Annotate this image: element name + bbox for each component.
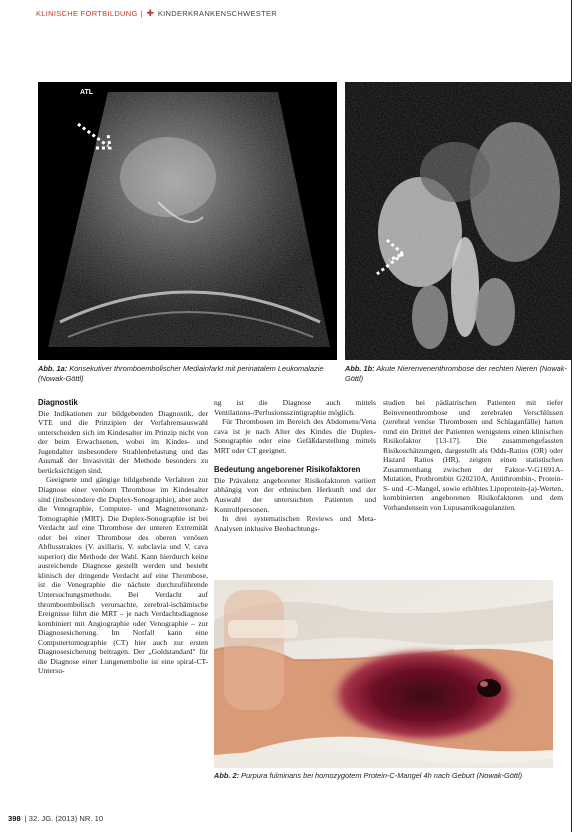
figure-1a-ultrasound [38, 82, 337, 360]
paragraph: In drei systematischen Reviews und Meta-Analysen inklusive Beobachtungs- [214, 514, 376, 533]
figure-2-photo [214, 580, 553, 768]
ultrasound-image [38, 82, 337, 360]
paragraph: Geeignete und gängige bildgebende Verfahren zur Diagnose einer venösen Thrombose im Kindesalter sind (insbesondere die Duplex-Sonographie), aber auch die Venographie, Computer- und Magnetresonanz-Tomographie (MRT). Die Duplex-Sonographie ist bei Verdacht auf eine Thrombose der unteren Extremität oder bei einer Thrombose des oberen venösen Abflusstraktes (V. axillaris, V. subclavia und V. cava superior) die Methode der Wahl. Kann hierdurch keine ausreichende Diagnose gestellt werden und besteht klinisch der dringende Verdacht auf eine Thrombose, ist die Venographie die nächste durchzuführende Untersuchungsmethode. Bei Verdacht auf thromboembolisch verursachte, zerebral-ischämische Ereignisse führt die MRT – je nach Verdachtsdiagnose kombiniert mit Angiographie oder Venographie – zur Diagnosesicherung. Im Notfall kann eine Computertomographie (CT) hier auch zur ersten Diagnosesicherung beitragen. Der „Goldstandard" für die Diagnose einer Lungenembolie ist eine spiral-CT-Untersu- [38, 475, 208, 676]
paragraph: Für Thrombosen im Bereich des Abdomens/Vena cava ist je nach Alter des Kindes die Duplex-Sonographie oder eine Gefäßdarstellung mittels MRT oder CT geeignet. [214, 417, 376, 455]
paragraph: Die Indikationen zur bildgebenden Diagnostik, der VTE und die Prinzipien der Verfahrensauswahl unterscheiden sich im Kindesalter im Prinzip nicht von der beim Erwachsenen, wobei im Kindes- und Jugendalter insbesondere Strahlenbelastung und das Ausmaß der Invasivität der Methode besonders zu berücksichtigen sind. [38, 408, 208, 475]
section-heading-risikofaktoren: Bedeutung angeborener Risikofaktoren [214, 465, 361, 475]
column-2 [214, 398, 376, 533]
figure-2-label: Abb. 2: [214, 771, 240, 780]
section-title: KLINISCHE FORTBILDUNG [36, 8, 138, 18]
page-footer [8, 812, 103, 824]
paragraph: ng ist die Diagnose auch mittels Ventilations-/Perfusionsszintigraphie möglich. [214, 398, 376, 417]
figure-1b-caption [345, 364, 571, 383]
figure-2-caption [214, 771, 553, 781]
figure-1a-label: Abb. 1a: [38, 364, 68, 373]
purpura-photo [214, 580, 553, 768]
column-3 [383, 398, 563, 513]
paragraph: Die Prävalenz angeborener Risikofaktoren variiert abhängig von der ethnischen Herkunft und der Auswahl der untersuchten Patienten und Kontrollpersonen. [214, 475, 376, 514]
figure-1b-text: Akute Nierenvenenthrombose der rechten Nieren (Nowak-Göttl) [345, 364, 567, 383]
category-title: KINDERKRANKENSCHWESTER [157, 8, 277, 18]
atl-logo-label: ATL [80, 89, 94, 96]
paragraph: studien bei pädiatrischen Patienten mit tiefer Beinvenenthrombose und zerebralen Verschlüssen (zerebral venöse Thrombosen und Schlaganfälle) hatten rund ein Drittel der Patienten wenigstens einen klinischen Risikofaktor [13-17]. Die zusammengefassten Risikoschätzungen, dargestellt als Odds-Ratios (OR) oder Hazard Ratios (HR), zeigten einen statistischen Zusammenhang zwischen der Faktor-V-G1691A-Mutation, Prothrombin G20210A, Antithrombin-, Protein-S- und -C-Mangel, sowie erhöhtes Lipoprotein-(a)-Werten, kombinierten angeborenen Risikofaktoren und dem Vorhandensein von Lupusantikoagulanzien. [383, 398, 563, 513]
journal-issue: | 32. JG. (2013) NR. 10 [24, 813, 104, 823]
figure-2-text: Purpura fulminans bei homozygotem Protein-C-Mangel 4h nach Geburt (Nowak-Göttl) [241, 771, 523, 780]
column-1 [38, 398, 208, 676]
mri-image [345, 82, 572, 360]
running-header [36, 6, 556, 20]
figure-1b-label: Abb. 1b: [345, 364, 375, 373]
figure-1a-text: Konsekutiver thromboembolischer Mediainfarkt mit perinatalem Leukomalazie (Nowak-Göttl) [38, 364, 324, 383]
page-number: 398 [8, 813, 21, 823]
section-heading-diagnostik: Diagnostik [38, 398, 78, 407]
figure-1a-caption [38, 364, 337, 383]
figure-1b-mri [345, 82, 572, 360]
nurse-cross-icon: ✚ [146, 7, 155, 18]
header-separator: | [140, 8, 143, 18]
